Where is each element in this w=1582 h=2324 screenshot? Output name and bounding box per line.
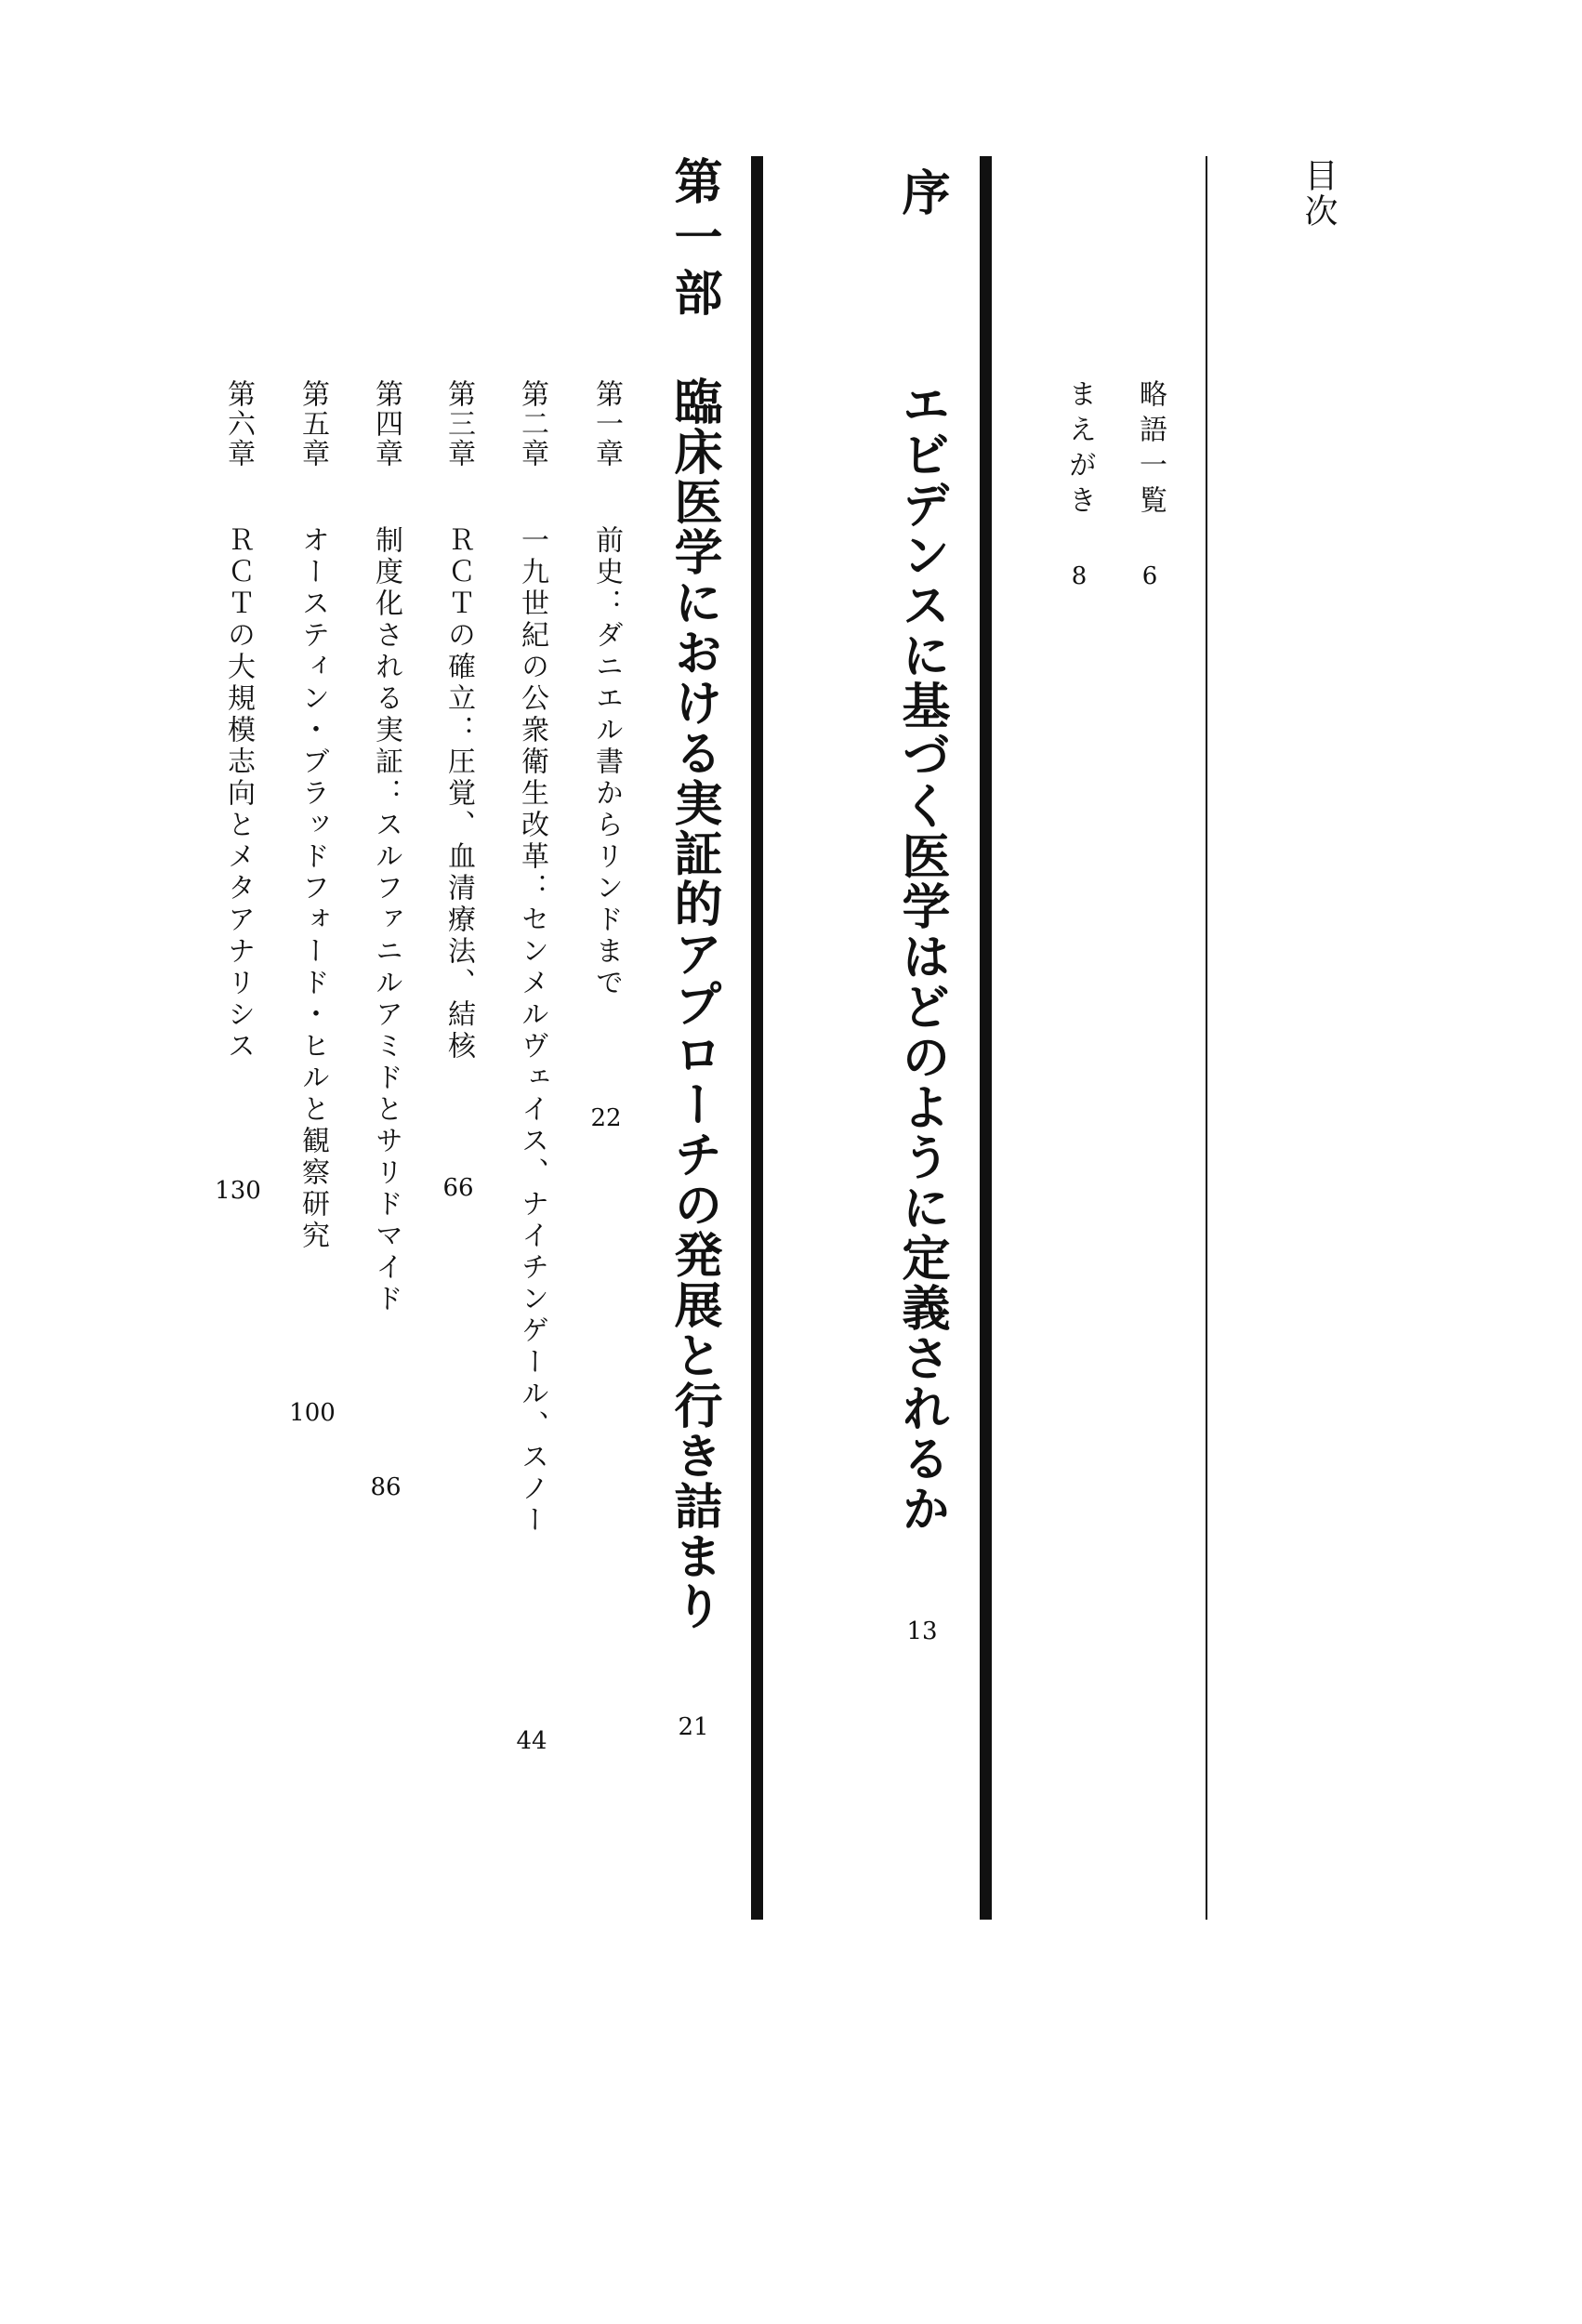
chapter-6-title: ＲＣＴの大規模志向とメタアナリシス	[222, 525, 255, 1063]
chapter-1-title: 前史：ダニエル書からリンドまで	[590, 525, 623, 999]
chapter-2-label: 第二章	[516, 379, 548, 469]
chapter-6-page: 130	[215, 1177, 261, 1205]
front-matter-foreword: まえがき	[1063, 379, 1096, 521]
part1-label: 第一部	[666, 156, 722, 324]
chapter-3-label: 第三章	[442, 379, 475, 469]
part1-title: 臨床医学における実証的アプローチの発展と行き詰まり	[666, 376, 722, 1631]
part1-page: 21	[678, 1713, 709, 1741]
chapter-4-page: 86	[370, 1473, 402, 1501]
chapter-6-label: 第六章	[222, 379, 255, 469]
front-matter-abbreviations-page: 6	[1141, 562, 1158, 590]
chapter-3-page: 66	[442, 1174, 474, 1202]
chapter-4-title: 制度化される実証：スルファニルアミドとサリドマイド	[370, 525, 402, 1315]
preface-label: 序	[893, 167, 950, 216]
thick-divider-part1	[751, 156, 763, 1920]
chapter-3-title: ＲＣＴの確立：圧覚、血清療法、結核	[442, 525, 475, 1063]
thin-divider	[1206, 156, 1207, 1920]
chapter-5-title: オースティン・ブラッドフォード・ヒルと観察研究	[297, 525, 329, 1252]
preface-page: 13	[906, 1618, 938, 1645]
chapter-4-label: 第四章	[370, 379, 402, 469]
front-matter-foreword-page: 8	[1071, 562, 1088, 590]
toc-title: 目次	[1299, 158, 1338, 229]
chapter-1-label: 第一章	[590, 379, 623, 469]
front-matter-abbreviations: 略語一覧	[1134, 379, 1167, 521]
preface-title: エビデンスに基づく医学はどのように定義されるか	[893, 379, 950, 1534]
chapter-2-title: 一九世紀の公衆衛生改革：センメルヴェイス、ナイチンゲール、スノー	[516, 525, 548, 1537]
chapter-5-label: 第五章	[297, 379, 329, 469]
chapter-1-page: 22	[590, 1104, 622, 1132]
thick-divider-preface	[980, 156, 992, 1920]
chapter-5-page: 100	[289, 1399, 336, 1427]
chapter-2-page: 44	[516, 1727, 547, 1755]
